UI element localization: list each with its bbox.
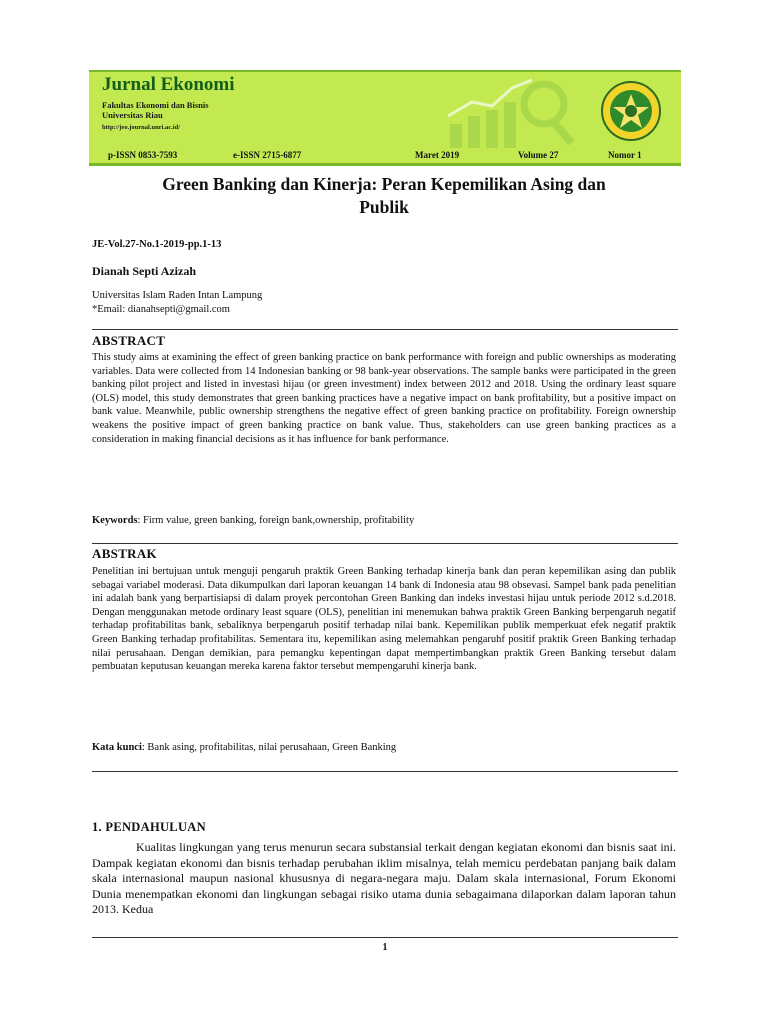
abstrak-text: Penelitian ini bertujuan untuk menguji pengaruh praktik Green Banking terhadap kinerja bank dan peran kepemilikan asing dan publik sebagai variabel moderasi. Data dikumpulkan dari laporan keuangan 14 bank di Indonesia atau 98 obsevasi. Sampel bank pada penelitian ini adalah bank yang berpartisiapsi di dalam proyek percontohan Green Banking dan indeks investasi hijau untuk periode 2012 s.d.2018. Dengan menggunakan metode ordinary least square (OLS), penelitian ini menemukan bahwa praktik Green Banking berpengaruh negatif terhadap profitabilitas bank, sebaliknya berpengaruh positif terhadap nilai bank. Kepemilikan publik memperkuat efek negatif praktik Green Banking terhadap profitabilitas. Sementara itu, kepemilikan asing melemahkan pengaruhf positif praktik Green Banking terhadap nilai perusahaan. Dengan demikian, para pemangku kepentingan dapat mempertimbangkan praktik Green Banking tersebut dalam pembuatan keputusan keuangan mereka karena faktor tersebut mempengaruhi kinerja bank. [92, 566, 676, 673]
kata-kunci-line [92, 742, 396, 753]
issue-volume: Volume 27 [518, 150, 559, 160]
journal-name: Jurnal Ekonomi [102, 74, 235, 95]
article-title [92, 173, 676, 219]
e-issn: e-ISSN 2715-6877 [233, 150, 302, 160]
divider [92, 771, 678, 772]
keywords-line [92, 515, 414, 526]
abstract-heading: ABSTRACT [92, 333, 166, 348]
journal-url: http://jeo.journal.unri.ac.id/ [102, 124, 181, 131]
author-affiliation-block [92, 289, 262, 317]
journal-banner [89, 70, 681, 166]
affiliation: Universitas Islam Raden Intan Lampung [92, 290, 263, 301]
kata-kunci-list: : Bank asing, profitabilitas, nilai perusahaan, Green Banking [141, 742, 397, 753]
issue-date: Maret 2019 [415, 150, 460, 160]
divider [92, 329, 678, 330]
abstrak-heading: ABSTRAK [92, 546, 157, 561]
author-email: *Email: dianahsepti@gmail.com [92, 304, 230, 315]
volume-reference: JE-Vol.27-No.1-2019-pp.1-13 [92, 239, 222, 250]
page-number: 1 [382, 942, 388, 953]
issue-number: Nomor 1 [608, 150, 642, 160]
author-name: Dianah Septi Azizah [92, 264, 197, 278]
footer-divider [92, 937, 678, 938]
growth-chart-magnifier-icon [444, 72, 584, 148]
university-name: Universitas Riau [102, 110, 163, 120]
title-line-2: Publik [359, 197, 409, 217]
intro-heading: 1. PENDAHULUAN [92, 820, 206, 834]
p-issn: p-ISSN 0853-7593 [108, 150, 178, 160]
kata-kunci-label: Kata kunci [92, 742, 142, 753]
keywords-label: Keywords [92, 515, 138, 526]
intro-text: Kualitas lingkungan yang terus menurun secara substansial terkait dengan kegiatan ekonomi dan bisnis saat ini. Dampak kegiatan ekonomi dan bisnis terhadap perubahan iklim misalnya, telah memicu perdebatan panjang baik dalam skala internasional maupun nasional khususnya di negara-negara maju. Dalam skala internasional, Forum Ekonomi Dunia menempatkan ekonomi dan lingkungan sebagai risiko utama dunia sebagaimana dilaporkan dalam laporan tahun 2013. Kedua [92, 840, 676, 917]
journal-faculty [102, 100, 209, 120]
title-line-1: Green Banking dan Kinerja: Peran Kepemilikan Asing dan [162, 174, 606, 194]
faculty-name: Fakultas Ekonomi dan Bisnis [102, 100, 209, 110]
divider [92, 543, 678, 544]
abstract-text: This study aims at examining the effect of green banking practice on bank performance with foreign and public ownerships as moderating variables. Data were collected from 14 Indonesian banking or 98 bank-year observations. The sample banks were participated in the green banking pilot project and listed in investasi hijau (or green investment) index between 2012 and 2018. Using the ordinary least square (OLS) model, this study demonstrates that green banking practices have a negative impact on bank profitability, but a positive impact on bank value. Meanwhile, public ownership strengthens the negative effect of green banking practice on profitability. Foreign ownership weakens the positive impact of green banking practice on bank value. Thus, stakeholders can use green banking practices as a consideration in making financial decisions as it has influence for bank performance. [92, 352, 676, 445]
keywords-list: : Firm value, green banking, foreign bank,ownership, profitability [137, 515, 415, 526]
university-seal-logo [600, 80, 662, 142]
